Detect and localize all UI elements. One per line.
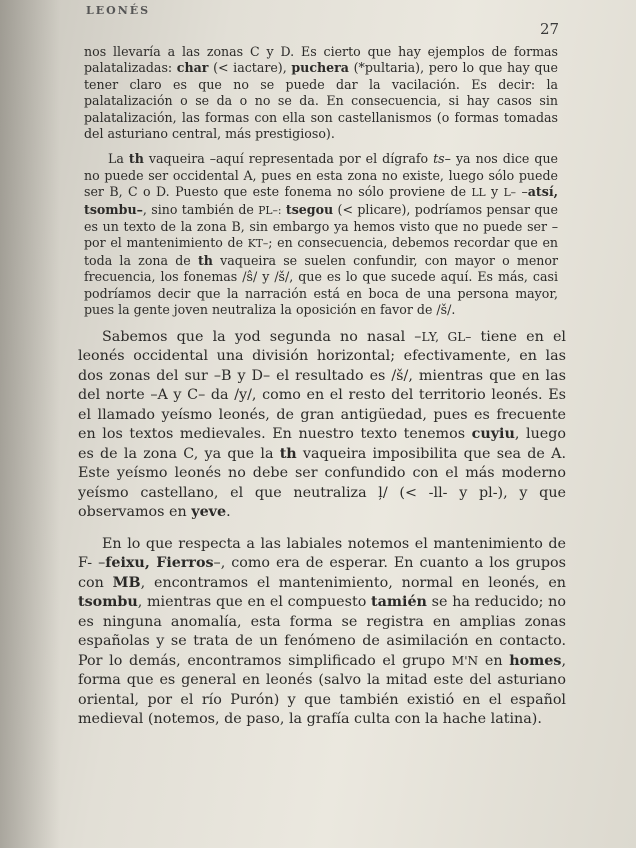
page-gutter-shadow: [0, 0, 60, 848]
bold-term: char: [176, 60, 209, 76]
text-run: , forma que es general en leonés (salvo la mitad este del asturiano oriental, por el río Purón) y que también existió en el español medieval (notemos, de paso, la grafía culta con la hache latina).: [78, 652, 566, 727]
text-run: , sino también de: [142, 201, 259, 217]
text-run: –: [516, 184, 528, 200]
bold-term: tsegou: [285, 201, 334, 217]
small-caps-term: PL–:: [258, 203, 282, 217]
text-run: , encontramos el mantenimiento, normal en leonés, en: [140, 574, 566, 591]
text-run: –, como era de esperar. En cuanto a los grupos con: [78, 555, 566, 591]
text-run: (*pultaria), pero lo que hay que tener claro es que no se puede dar la vacilación. Es decir: la palatalización o se da o no se da. En consecuencia, si hay casos sin palatalización, las formas con ella son castellanismos (o formas tomadas del asturiano central, más prestigioso).: [84, 60, 559, 142]
bold-term: atsí, tsombu–: [84, 184, 558, 217]
paragraph-2: [84, 151, 558, 318]
text-run: La: [108, 151, 129, 167]
italic-term: ts–: [433, 151, 451, 167]
small-caps-term: LL: [471, 186, 486, 200]
text-run: y: [485, 184, 504, 200]
text-run: (< iactare),: [208, 60, 292, 76]
bold-term: tamién: [371, 594, 427, 610]
text-run: , mientras que en el compuesto: [137, 594, 372, 610]
text-run: se ha reducido; no es ninguna anomalía, esta forma se registra en amplias zonas españolas y se trata de un fenómeno de asimilación en contacto. Por lo demás, encontramos simplificado el grupo: [78, 594, 566, 669]
bold-term: puchera: [291, 60, 349, 76]
text-run: (< plicare), podríamos pensar que es un texto de la zona B, sin embargo ya hemos visto que no puede ser –por el mantenimiento de: [84, 201, 558, 251]
text-run: vaqueira –aquí representada por el dígrafo: [143, 151, 434, 167]
text-run: nos llevaría a las zonas C y D. Es cierto que hay ejemplos de formas palatalizadas:: [84, 44, 558, 76]
text-block: [78, 44, 566, 742]
bold-term: tsombu: [78, 594, 138, 610]
paragraph-4: [78, 535, 566, 730]
bold-term: MB: [112, 574, 141, 591]
text-run: vaqueira imposibilita que sea de A. Este yeísmo leonés no debe ser confundido con el más moderno yeísmo castellano, el que neutraliza ļ/ (< -ll- y pl-), y que observamos en: [78, 445, 566, 520]
text-run: en: [478, 652, 510, 669]
paragraph-1: [84, 44, 558, 142]
text-run: , luego es de la zona C, ya que la: [78, 426, 566, 462]
bold-term: th: [197, 252, 213, 268]
bold-term: homes: [509, 652, 562, 669]
bold-term: feixu, Fierros: [105, 555, 214, 571]
text-run: tiene en el leonés occidental una división horizontal; efectivamente, en las dos zonas del sur –B y D– el resultado es /š/, mientras que en las del norte –A y C– da /y/, como en el resto del territorio leonés. Es el llamado yeísmo leonés, de gran antigüedad, pues es frecuente en los textos medievales. En nuestro texto tenemos: [78, 328, 566, 442]
small-caps-term: KT–: [247, 237, 269, 251]
text-run: .: [226, 504, 231, 520]
bold-term: th: [128, 151, 144, 167]
bold-term: cuyiu: [471, 426, 515, 442]
small-caps-term: LY, GL–: [421, 329, 472, 344]
bold-term: yeve: [191, 504, 227, 520]
text-run: ya nos dice que no puede ser occidental A, pues en esta zona no existe, luego sólo puede ser B, C o D. Puesto que este fonema no sólo proviene de: [84, 151, 559, 200]
paragraph-3: [78, 328, 566, 523]
text-run: En lo que respecta a las labiales notemos el mantenimiento de F- –: [78, 535, 566, 571]
text-run: ; en consecuencia, debemos recordar que en toda la zona de: [84, 235, 559, 268]
small-caps-term: M'N: [451, 653, 479, 668]
small-caps-term: L–: [503, 186, 517, 200]
bold-term: th: [279, 445, 297, 462]
running-head: LEONÉS: [86, 4, 151, 17]
text-run: vaqueira se suelen confundir, con mayor o menor frecuencia, los fonemas /ŝ/ y /š/, que es lo que sucede aquí. Es más, casi podríamos decir que la narración está en boca de una persona mayor, pues la gente joven neutraliza la oposición en favor de /š/.: [84, 252, 558, 318]
text-run: Sabemos que la yod segunda no nasal –: [102, 328, 422, 345]
page-number: 27: [540, 20, 560, 38]
